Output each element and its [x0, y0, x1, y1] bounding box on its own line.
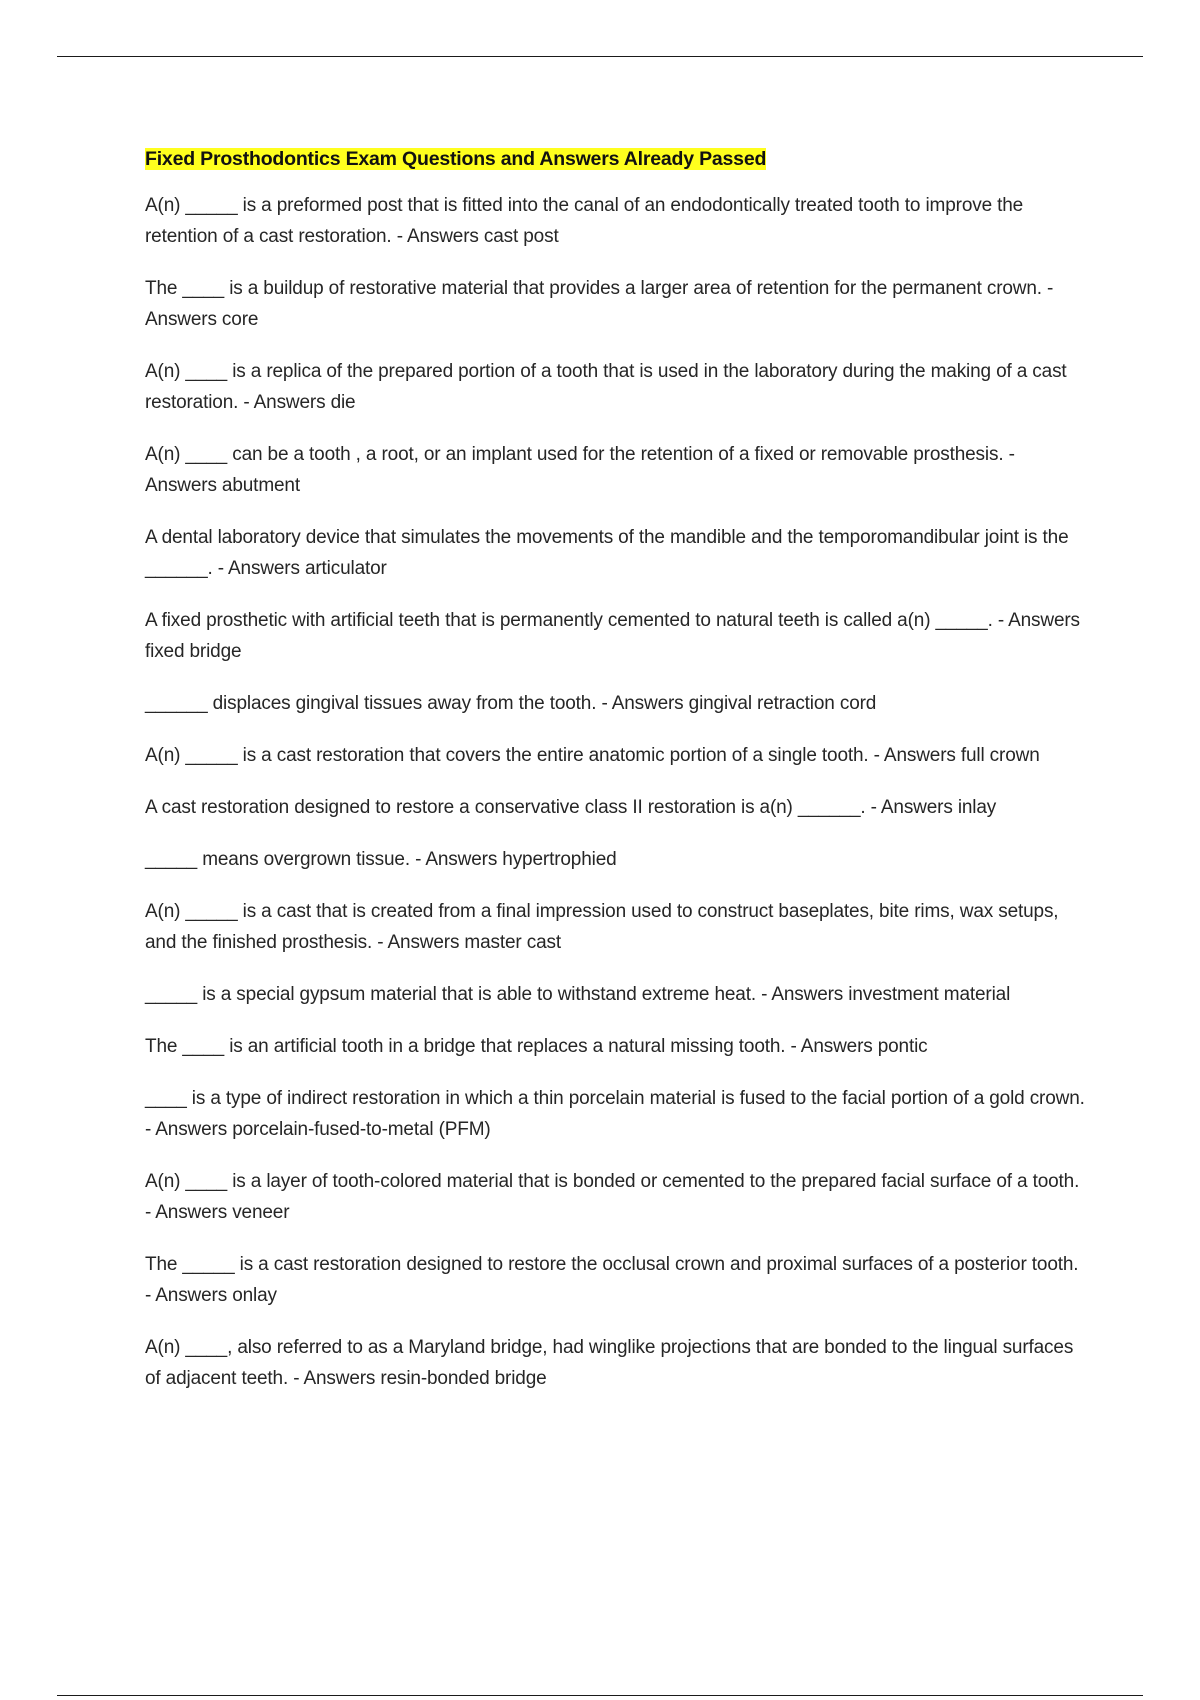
qa-item: The ____ is a buildup of restorative material that provides a larger area of retention for the permanent crown. - Answers core [145, 278, 1054, 330]
qa-item: A cast restoration designed to restore a conservative class II restoration is a(n) ______. - Answers inlay [145, 797, 997, 818]
top-rule [57, 56, 1143, 57]
qa-item: A(n) ____, also referred to as a Maryland bridge, had winglike projections that are bonded to the lingual surfaces of adjacent teeth. - Answers resin-bonded bridge [145, 1337, 1074, 1389]
qa-item: A(n) _____ is a cast that is created from a final impression used to construct baseplates, bite rims, wax setups, and the finished prosthesis. - Answers master cast [145, 901, 1059, 953]
qa-item: A dental laboratory device that simulates the movements of the mandible and the temporomandibular joint is the ______. - Answers articulator [145, 527, 1069, 579]
qa-item: _____ means overgrown tissue. - Answers hypertrophied [145, 849, 617, 870]
qa-item: ______ displaces gingival tissues away from the tooth. - Answers gingival retraction cord [145, 693, 877, 714]
bottom-rule [57, 1695, 1143, 1696]
qa-item: A(n) _____ is a preformed post that is fitted into the canal of an endodontically treated tooth to improve the retention of a cast restoration. - Answers cast post [145, 195, 1024, 247]
qa-item: A(n) ____ is a layer of tooth-colored material that is bonded or cemented to the prepared facial surface of a tooth. - Answers veneer [145, 1171, 1080, 1223]
qa-item: The ____ is an artificial tooth in a bridge that replaces a natural missing tooth. - Answers pontic [145, 1036, 928, 1057]
qa-item: ____ is a type of indirect restoration in which a thin porcelain material is fused to the facial portion of a gold crown. - Answers porcelain-fused-to-metal (PFM) [145, 1088, 1085, 1140]
document-title: Fixed Prosthodontics Exam Questions and Answers Already Passed [145, 148, 767, 170]
document-body [145, 144, 1085, 1415]
qa-item: _____ is a special gypsum material that is able to withstand extreme heat. - Answers investment material [145, 984, 1011, 1005]
qa-item: A(n) ____ can be a tooth , a root, or an implant used for the retention of a fixed or removable prosthesis. - Answers abutment [145, 444, 1015, 496]
qa-item: A(n) _____ is a cast restoration that covers the entire anatomic portion of a single tooth. - Answers full crown [145, 745, 1040, 766]
qa-item: A(n) ____ is a replica of the prepared portion of a tooth that is used in the laboratory during the making of a cast restoration. - Answers die [145, 361, 1067, 413]
qa-item: The _____ is a cast restoration designed to restore the occlusal crown and proximal surfaces of a posterior tooth. - Answers onlay [145, 1254, 1079, 1306]
title-line [145, 144, 1085, 174]
qa-item: A fixed prosthetic with artificial teeth that is permanently cemented to natural teeth is called a(n) _____. - Answers fixed bridge [145, 610, 1080, 662]
